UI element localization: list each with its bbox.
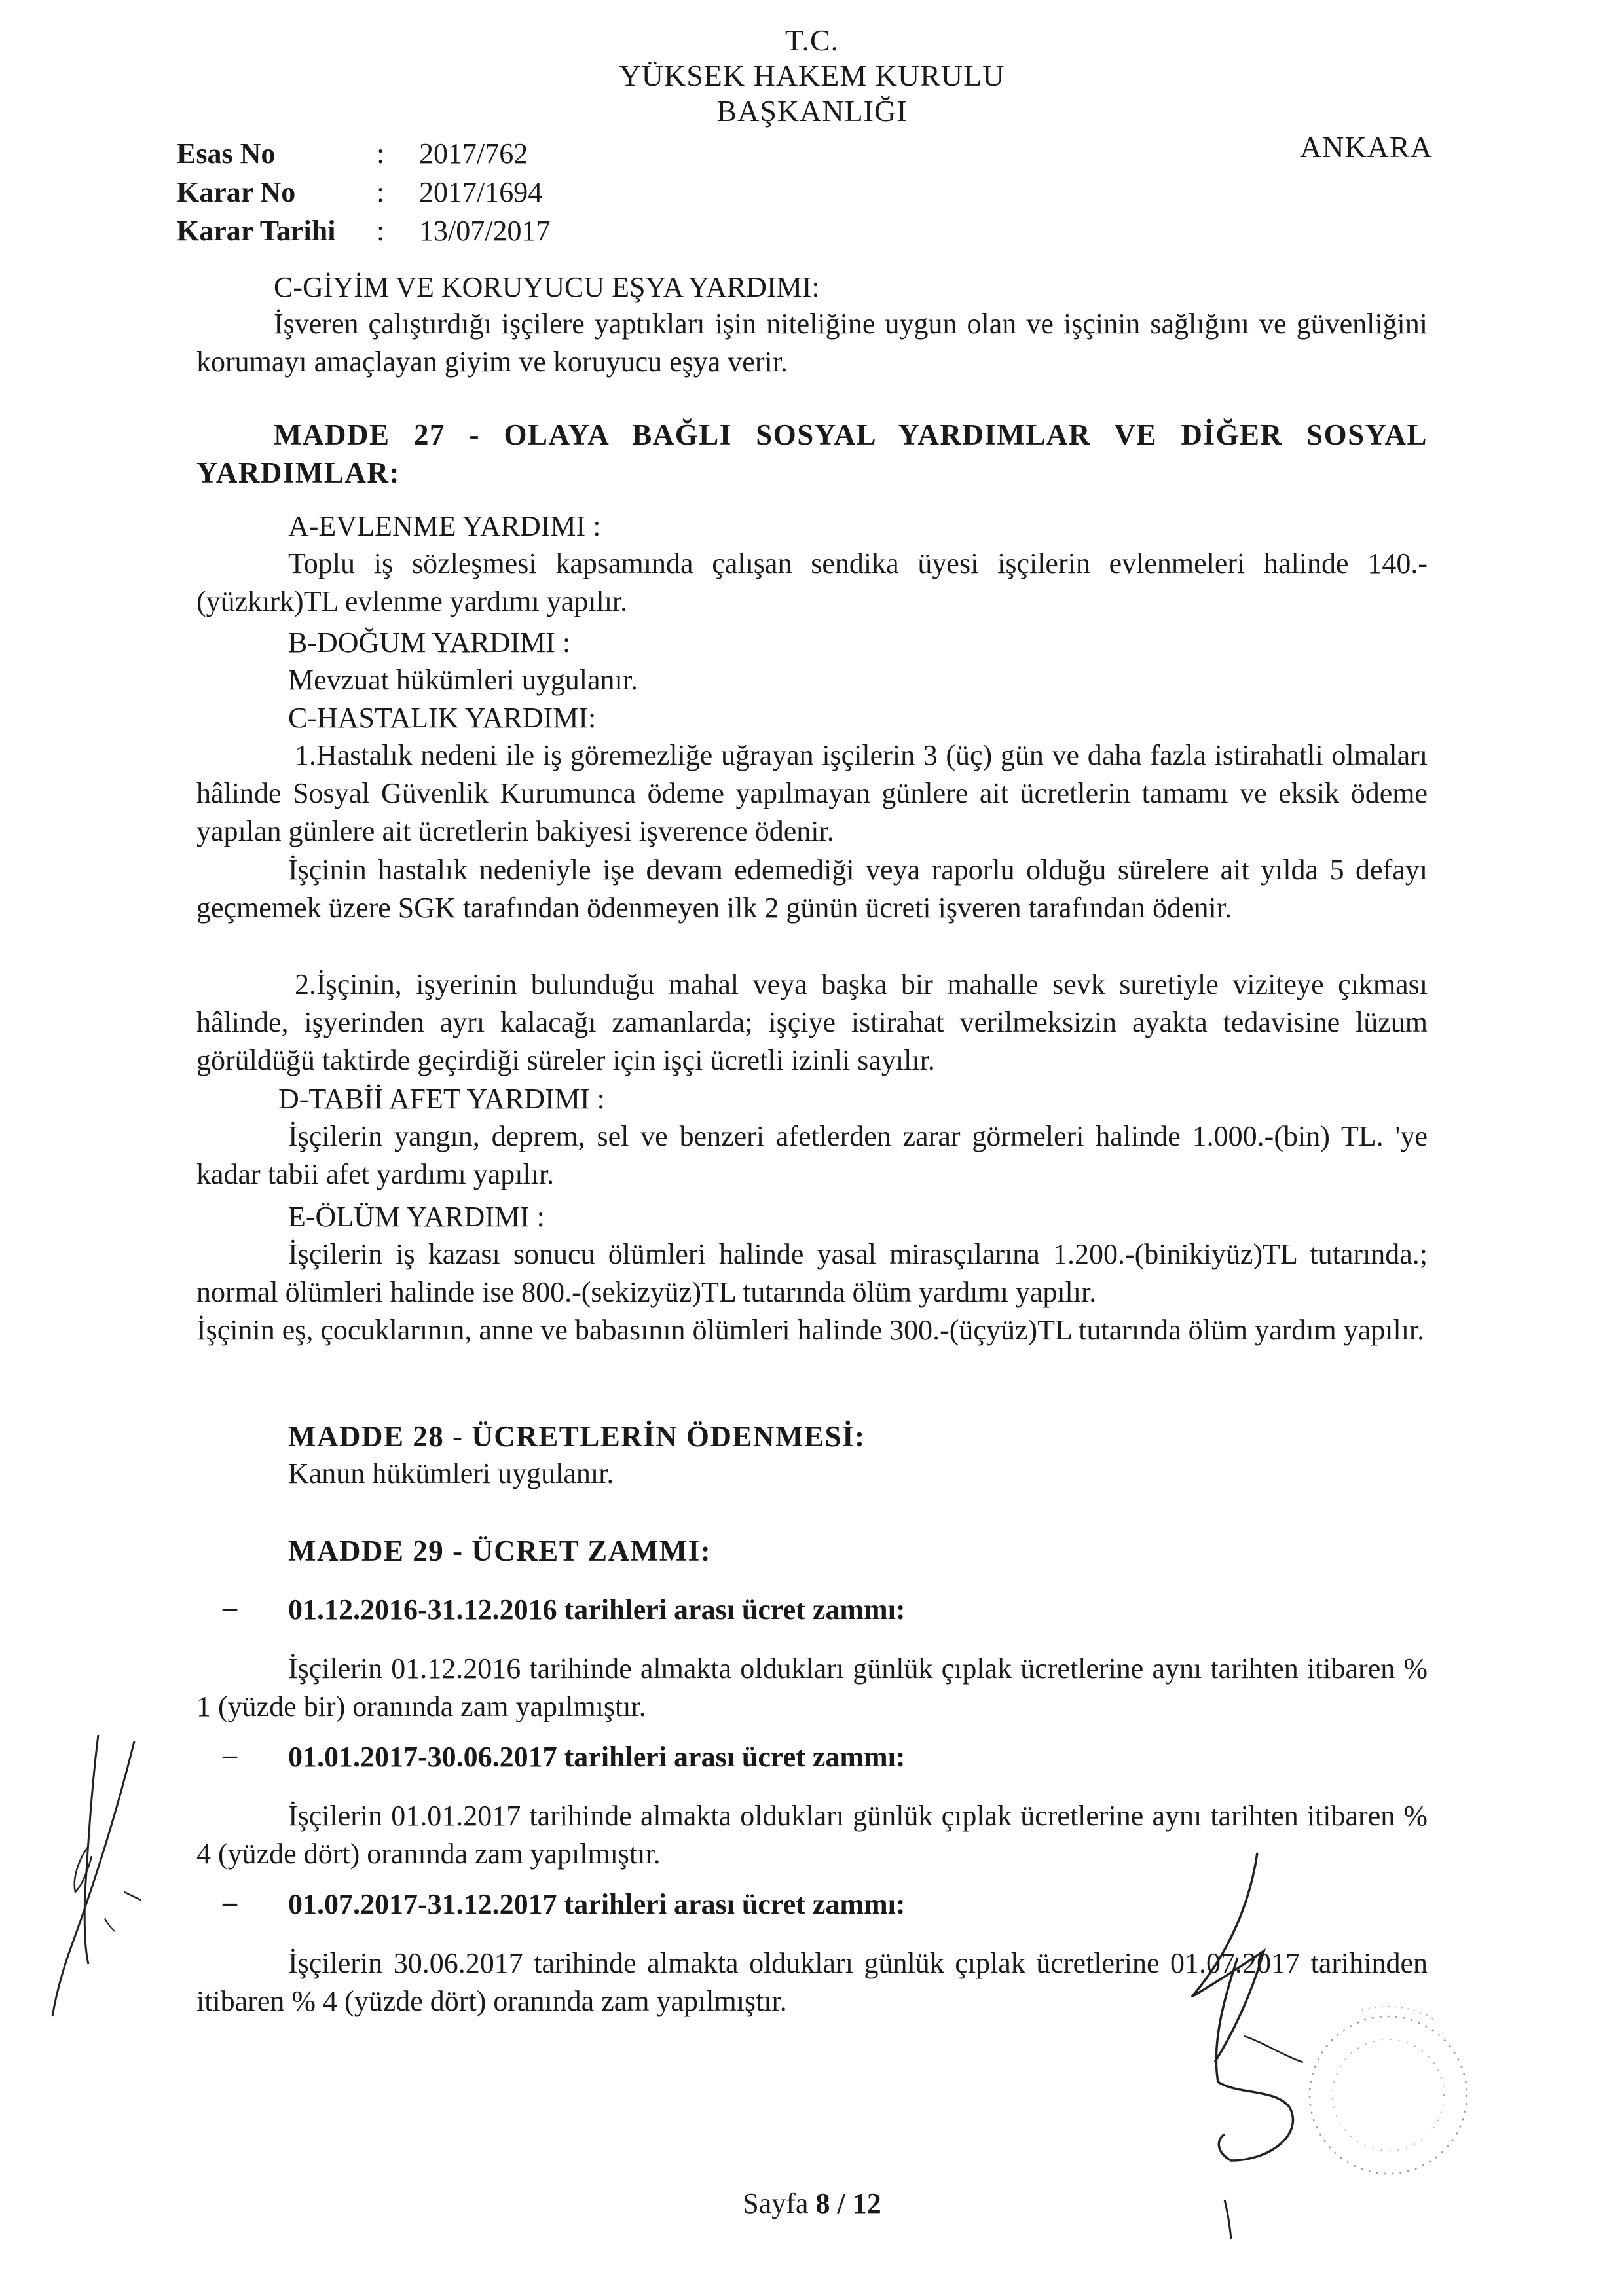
section-title-dogum: B-DOĞUM YARDIMI :	[288, 627, 571, 659]
paragraph-madde-28: Kanun hükümleri uygulanır.	[288, 1457, 614, 1489]
paragraph-dogum: Mevzuat hükümleri uygulanır.	[288, 664, 638, 696]
page-separator: /	[837, 2187, 845, 2219]
article-29-title: MADDE 29 - ÜCRET ZAMMI:	[288, 1535, 712, 1567]
raise-period-text-1: İşçilerin 01.12.2016 tarihinde almakta oldukları günlük çıplak ücretlerine aynı tarihten itibaren % 1 (yüzde bir) oranında zam yapılmıştır.	[196, 1652, 1428, 1722]
page-current: 8	[815, 2187, 830, 2219]
meta-label: Karar Tarihi	[177, 215, 336, 247]
paragraph-giyim: İşveren çalıştırdığı işçilere yaptıkları işin niteliğine uygun olan ve işçinin sağlığını ve güvenliğini korumayı amaçlayan giyim ve koruyucu eşya verir.	[196, 308, 1428, 378]
meta-label: Karar No	[177, 176, 296, 208]
paragraph-hastalik-2: İşçinin hastalık nedeniyle işe devam edemediği veya raporlu olduğu sürelere ait yılda 5 defayı geçmemek üzere SGK tarafından ödenmeyen ilk 2 günün ücreti işveren tarafından ödenir.	[196, 854, 1428, 924]
section-title-olum: E-ÖLÜM YARDIMI :	[288, 1201, 545, 1233]
section-title-afet: D-TABİİ AFET YARDIMI :	[278, 1083, 605, 1115]
meta-colon: :	[377, 137, 385, 170]
header-office: BAŞKANLIĞI	[716, 94, 908, 128]
page-label: Sayfa	[743, 2187, 809, 2219]
raise-period-text-2: İşçilerin 01.01.2017 tarihinde almakta oldukları günlük çıplak ücretlerine aynı tarihten itibaren % 4 (yüzde dört) oranında zam yapılmıştır.	[196, 1800, 1428, 1870]
paragraph-hastalik-3: 2.İşçinin, işyerinin bulunduğu mahal veya başka bir mahalle sevk suretiyle viziteye çıkması hâlinde, işyerinden ayrı kalacağı zamanlarda; işçiye istirahat verilmeksizin ayakta tedavisine lüzum görüldüğü taktirde geçirdiği süreler için işçi ücretli izinli sayılır.	[196, 968, 1428, 1076]
raise-period-text-3: İşçilerin 30.06.2017 tarihinde almakta oldukları günlük çıplak ücretlerine 01.07.2017 tarihinden itibaren % 4 (yüzde dört) oranında zam yapılmıştır.	[196, 1947, 1428, 2017]
article-27-title: MADDE 27 - OLAYA BAĞLI SOSYAL YARDIMLAR VE DİĞER SOSYAL YARDIMLAR:	[196, 418, 1428, 489]
section-title-evlenme: A-EVLENME YARDIMI :	[288, 510, 601, 542]
meta-colon: :	[377, 176, 385, 208]
meta-value: 2017/1694	[419, 176, 543, 208]
raise-period-title-3: 01.07.2017-31.12.2017 tarihleri arası ücret zammı:	[288, 1888, 906, 1920]
page-total: 12	[852, 2187, 881, 2219]
section-title-hastalik: C-HASTALIK YARDIMI:	[288, 702, 597, 734]
raise-period-title-2: 01.01.2017-30.06.2017 tarihleri arası ücret zammı:	[288, 1741, 906, 1773]
raise-period-title-1: 01.12.2016-31.12.2016 tarihleri arası ücret zammı:	[288, 1594, 906, 1626]
list-dash: –	[223, 1592, 237, 1624]
meta-value: 2017/762	[419, 137, 528, 170]
section-title-giyim: C-GİYİM VE KORUYUCU EŞYA YARDIMI:	[274, 271, 820, 303]
paragraph-olum-1: İşçilerin iş kazası sonucu ölümleri halinde yasal mirasçılarına 1.200.-(binikiyüz)TL tutarında.; normal ölümleri halinde ise 800.-(sekizyüz)TL tutarında ölüm yardımı yapılır.	[196, 1238, 1428, 1308]
paragraph-evlenme: Toplu iş sözleşmesi kapsamında çalışan sendika üyesi işçilerin evlenmeleri halinde 140.-(yüzkırk)TL evlenme yardımı yapılır.	[196, 547, 1428, 617]
header-tc: T.C.	[784, 24, 840, 57]
paragraph-olum-2: İşçinin eş, çocuklarının, anne ve babasının ölümleri halinde 300.-(üçyüz)TL tutarında ölüm yardım yapılır.	[196, 1314, 1425, 1346]
header-court-name: YÜKSEK HAKEM KURULU	[619, 59, 1005, 92]
meta-label: Esas No	[177, 137, 276, 170]
header-city: ANKARA	[1300, 130, 1433, 164]
list-dash: –	[223, 1886, 237, 1918]
left-margin-signature	[26, 1728, 157, 2030]
article-28-title: MADDE 28 - ÜCRETLERİN ÖDENMESİ:	[288, 1420, 866, 1453]
paragraph-hastalik-1: 1.Hastalık nedeni ile iş göremezliğe uğrayan işçilerin 3 (üç) gün ve daha fazla istirahatli olmaları hâlinde Sosyal Güvenlik Kurumunca ödeme yapılmayan günlere ait ücretlerin tamamı ve eksik ödeme yapılan günlere ait ücretlerin bakiyesi işverence ödenir.	[196, 739, 1428, 847]
paragraph-afet: İşçilerin yangın, deprem, sel ve benzeri afetlerden zarar görmeleri halinde 1.000.-(bin) TL. 'ye kadar tabii afet yardımı yapılır.	[196, 1120, 1428, 1190]
list-dash: –	[223, 1739, 237, 1771]
meta-colon: :	[377, 215, 385, 247]
meta-value: 13/07/2017	[419, 215, 551, 247]
page-footer	[0, 2187, 1624, 2220]
